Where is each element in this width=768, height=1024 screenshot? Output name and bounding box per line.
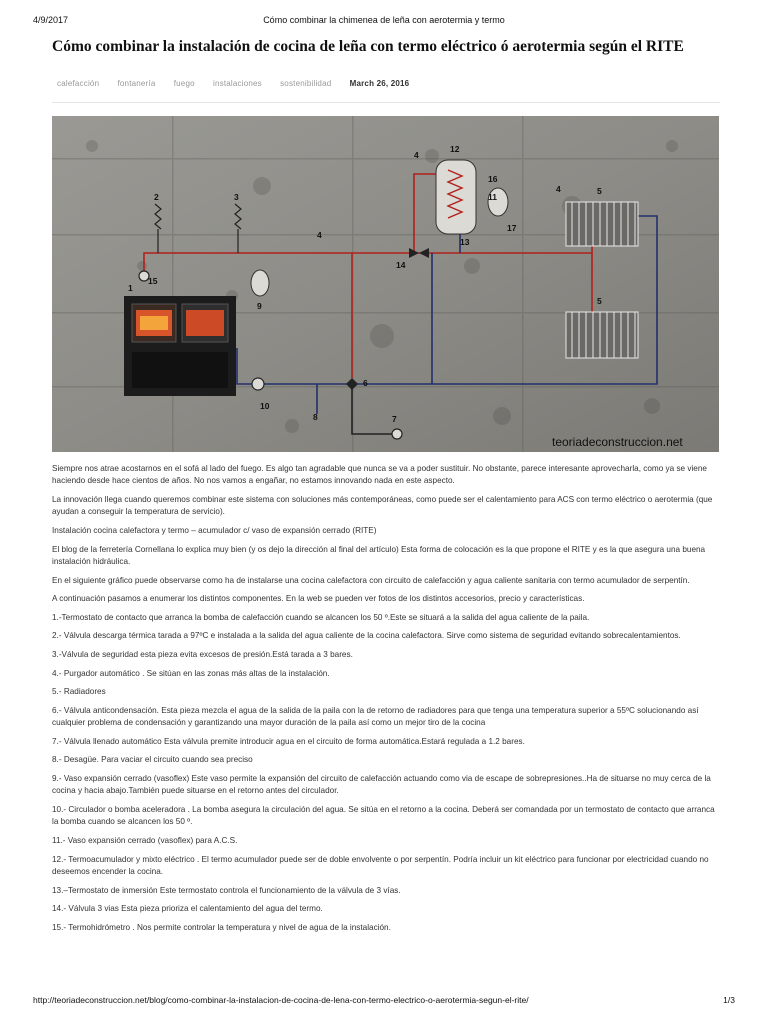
component-item: 14.- Válvula 3 vias Esta pieza prioriza el calentamiento del agua del termo.	[52, 904, 323, 914]
print-header	[0, 15, 768, 29]
article-meta	[57, 79, 425, 88]
component-item: 11.- Vaso expansión cerrado (vasoflex) para A.C.S.	[52, 835, 238, 845]
diagram-label: 5	[597, 186, 602, 196]
paragraph: En el siguiente gráfico puede observarse como ha de instalarse una cocina calefactora con circuito de calefacción y agua caliente sanitaria con termo acumulador de serpentín.	[52, 575, 690, 585]
expansion-vessel-heating	[251, 270, 269, 296]
diagram-label: 13	[460, 237, 470, 247]
diagram-label: 7	[392, 414, 397, 424]
component-item: 13.–Termostato de inmersión Este termostato controla el funcionamiento de la válvula de 3 vías.	[52, 885, 401, 895]
print-date: 4/9/2017	[33, 15, 69, 25]
component-item: 3.-Válvula de seguridad esta pieza evita excesos de presión.Está tarada a 3 bares.	[52, 649, 353, 659]
tag-link[interactable]: fuego	[173, 79, 195, 88]
diagram-label: 5	[597, 296, 602, 306]
component-item: 9.- Vaso expansión cerrado (vasoflex) Este vaso permite la expansión del circuito de calefacción actuando como via de escape de sobrepresiones..Ha de situarse no muy cerca de la cocina y hacia abajo.También puede situarse en el retorno antes del circulador.	[52, 773, 711, 796]
diagram-label: 3	[234, 192, 239, 202]
component-item: 10.- Circulador o bomba aceleradora . La bomba asegura la circulación del agua. Se sitúa en el retorno a la cocina. Deberá ser comandada por un termostato de contacto que arranca la bomba cuando se alcancen los 50 º.	[52, 804, 715, 827]
radiator-bottom	[566, 312, 638, 358]
print-doc-title: Cómo combinar la chimenea de leña con aerotermia y termo	[263, 15, 505, 25]
tag-link[interactable]: sostenibilidad	[280, 79, 332, 88]
paragraph: Instalación cocina calefactora y termo – acumulador c/ vaso de expansión cerrado (RITE)	[52, 526, 377, 535]
paragraph: A continuación pasamos a enumerar los distintos componentes. En la web se pueden ver fotos de los distintos accesorios, precio y características.	[52, 594, 585, 604]
tag-link[interactable]: instalaciones	[213, 79, 262, 88]
diagram-label: 12	[450, 144, 460, 154]
component-item: 2.- Válvula descarga térmica tarada a 97ºC e instalada a la salida del agua caliente de la cocina calefactora. Sirve como sistema de seguridad evitando sobrecalentamientos.	[52, 631, 681, 641]
paragraph: El blog de la ferretería Cornellana lo explica muy bien (y os dejo la dirección al final del artículo) Esta forma de colocación es la que propone el RITE y es la que asegura una buena instalación hidráulica.	[52, 544, 706, 566]
component-item: 1.-Termostato de contacto que arranca la bomba de calefacción cuando se alcancen los 50 º.Este se situará a la salida del agua caliente de la paila.	[52, 612, 590, 622]
paragraph: Siempre nos atrae acostarnos en el sofá al lado del fuego. Es algo tan agradable que nunca se va a poder sustituir. No obstante, parece interesante aprovecharla, como ya se viene haciendo desde hace cientos de años. No nos vamos a engañar, no estamos innovando nada en este aspecto.	[52, 464, 707, 486]
divider	[52, 102, 720, 103]
page-url: http://teoriadeconstruccion.net/blog/como-combinar-la-instalacion-de-cocina-de-lena-con-termo-electrico-o-aerotermia-segun-el-rite/	[33, 995, 529, 1005]
radiator-top	[566, 202, 638, 246]
tag-link[interactable]: calefacción	[57, 79, 100, 88]
diagram-label: 14	[396, 260, 406, 270]
diagram-label: 11	[488, 192, 497, 202]
component-item: 12.- Termoacumulador y mixto eléctrico . El termo acumulador puede ser de doble envolvente o por serpentín. Podría incluir un kit eléctrico para funcionar por electricidad cuando no deseemos encender la cocina.	[52, 854, 709, 876]
tag-link[interactable]: fontanería	[117, 79, 156, 88]
diagram-label: 16	[488, 174, 498, 184]
installation-diagram	[52, 116, 719, 452]
diagram-label: 17	[507, 223, 517, 233]
filling-valve	[392, 429, 402, 439]
component-item: 8.- Desagüe. Para vaciar el circuito cuando sea preciso	[52, 755, 253, 765]
article-body	[52, 463, 720, 940]
component-item: 7.- Válvula llenado automático Esta válvula premite introducir agua en el circuito de forma automática.Estará regulada a 1.2 bares.	[52, 736, 525, 746]
diagram-label: 1	[128, 283, 133, 293]
diagram-label: 10	[260, 401, 270, 411]
diagram-label: 4	[414, 150, 419, 160]
hot-water-tank	[436, 160, 476, 234]
stove	[124, 296, 236, 396]
article-title: Cómo combinar la instalación de cocina de leña con termo eléctrico ó aerotermia según el RITE	[52, 38, 684, 55]
component-item: 5.- Radiadores	[52, 687, 106, 697]
post-date: March 26, 2016	[349, 79, 410, 88]
diagram-label: 9	[257, 301, 262, 311]
diagram-label: 8	[313, 412, 318, 422]
diagram-label: 4	[317, 230, 322, 240]
diagram-label: 15	[148, 276, 158, 286]
paragraph: La innovación llega cuando queremos combinar este sistema con soluciones más contemporáneas, como puede ser el calentamiento para ACS con termo eléctrico o aerotermia (que ayudan a conseguir la temperatura de servicio).	[52, 495, 713, 517]
diagram-label: 4	[556, 184, 561, 194]
diagram-watermark: teoriadeconstruccion.net	[552, 435, 683, 449]
component-item: 4.- Purgador automático . Se sitúan en las zonas más altas de la instalación.	[52, 668, 330, 678]
page-number: 1/3	[723, 995, 735, 1005]
diagram-label: 2	[154, 192, 159, 202]
print-footer	[0, 995, 768, 1009]
diagram-label: 6	[363, 378, 368, 388]
pump-circulator	[252, 378, 264, 390]
component-item: 6.- Válvula anticondensación. Esta pieza mezcla el agua de la salida de la paila con la de retorno de radiadores para que tenga una temperatura superior a 55ºC solucionando así cualquier problema de condensación y garantizando una mayor duración de la paila así como un mejor tiro de la cocina	[52, 705, 699, 728]
component-item: 15.- Termohidrómetro . Nos permite controlar la temperatura y nivel de agua de la instalación.	[52, 922, 391, 932]
